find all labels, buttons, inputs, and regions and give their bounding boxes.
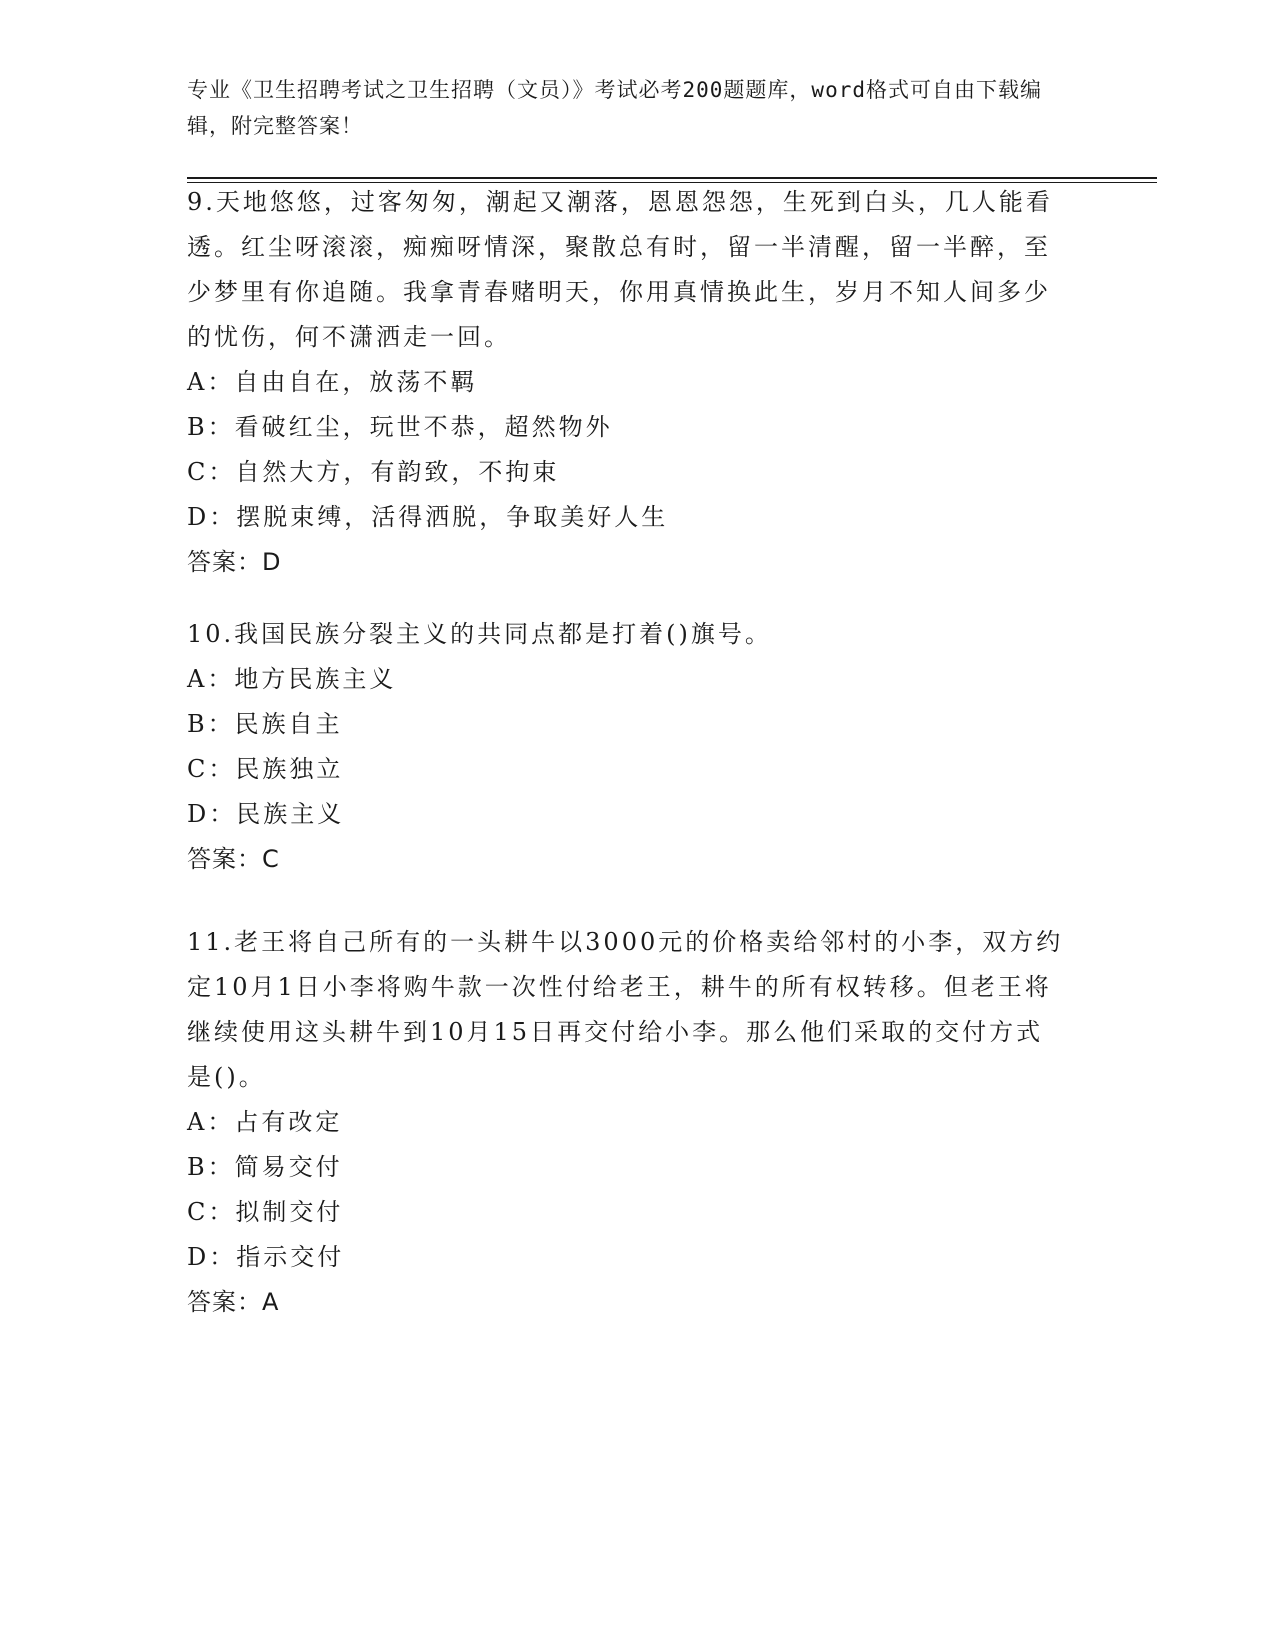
option-b: B：看破红尘，玩世不恭，超然物外 — [187, 413, 613, 441]
question-11 — [187, 920, 1067, 1325]
option-c: C：拟制交付 — [187, 1198, 344, 1226]
question-stem: 11.老王将自己所有的一头耕牛以3000元的价格卖给邻村的小李，双方约定10月1日小李将购牛款一次性付给老王，耕牛的所有权转移。但老王将继续使用这头耕牛到10月15日再交付给小李。那么他们采取的交付方式是()。 — [187, 928, 1064, 1091]
option-c: C：自然大方，有韵致，不拘束 — [187, 458, 560, 486]
option-c: C：民族独立 — [187, 755, 344, 783]
answer: 答案：C — [187, 845, 280, 873]
option-a: A：地方民族主义 — [187, 665, 397, 693]
option-d: D：民族主义 — [187, 800, 345, 828]
answer: 答案：A — [187, 1288, 280, 1316]
option-d: D：指示交付 — [187, 1243, 345, 1271]
option-b: B：简易交付 — [187, 1153, 343, 1181]
question-stem: 9.天地悠悠，过客匆匆，潮起又潮落，恩恩怨怨，生死到白头，几人能看透。红尘呀滚滚，痴痴呀情深，聚散总有时，留一半清醒，留一半醉，至少梦里有你追随。我拿青春赌明天，你用真情换此生，岁月不知人间多少的忧伤，何不潇洒走一回。 — [187, 188, 1053, 351]
option-a: A：自由自在，放荡不羁 — [187, 368, 478, 396]
option-b: B：民族自主 — [187, 710, 343, 738]
option-d: D：摆脱束缚，活得洒脱，争取美好人生 — [187, 503, 669, 531]
answer: 答案：D — [187, 548, 282, 576]
question-10 — [187, 612, 1067, 882]
header-divider — [187, 177, 1157, 179]
document-header: 专业《卫生招聘考试之卫生招聘（文员）》考试必考200题题库，word格式可自由下载编辑，附完整答案！ — [187, 78, 1042, 138]
option-a: A：占有改定 — [187, 1108, 343, 1136]
question-9 — [187, 180, 1067, 585]
question-stem: 10.我国民族分裂主义的共同点都是打着()旗号。 — [187, 620, 772, 648]
